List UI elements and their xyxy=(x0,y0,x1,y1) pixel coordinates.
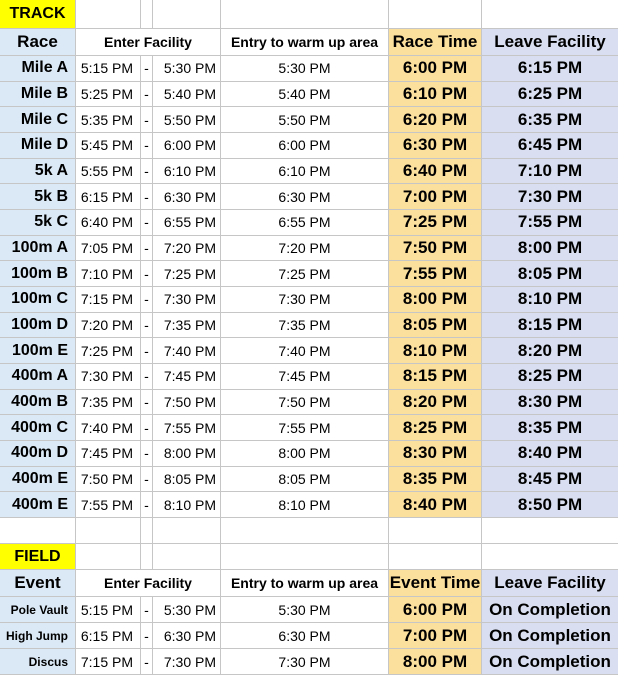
row-name-cell: 100m A xyxy=(0,236,76,262)
leave-facility-cell: 8:40 PM xyxy=(482,441,618,467)
dash-cell: - xyxy=(141,623,153,649)
enter-start-cell: 6:15 PM xyxy=(76,623,141,649)
leave-facility-cell: 7:55 PM xyxy=(482,210,618,236)
warmup-cell: 8:10 PM xyxy=(221,492,389,518)
row-name-cell: 400m E xyxy=(0,467,76,493)
enter-start-cell: 7:35 PM xyxy=(76,390,141,416)
enter-end-cell: 7:30 PM xyxy=(153,287,221,313)
leave-facility-cell: 6:45 PM xyxy=(482,133,618,159)
start-time-cell: 7:00 PM xyxy=(389,623,482,649)
enter-end-cell: 5:40 PM xyxy=(153,82,221,108)
enter-end-cell: 6:30 PM xyxy=(153,184,221,210)
warmup-cell: 7:50 PM xyxy=(221,390,389,416)
warmup-cell: 5:30 PM xyxy=(221,597,389,623)
field-header-row xyxy=(0,570,618,597)
row-name-cell: 400m B xyxy=(0,390,76,416)
enter-start-cell: 7:15 PM xyxy=(76,649,141,675)
enter-start-cell: 5:55 PM xyxy=(76,159,141,185)
table-row xyxy=(0,390,618,416)
leave-facility-cell: 8:05 PM xyxy=(482,261,618,287)
row-name-cell: High Jump xyxy=(0,623,76,649)
warmup-cell: 6:55 PM xyxy=(221,210,389,236)
leave-facility-cell: 8:35 PM xyxy=(482,415,618,441)
start-time-cell: 8:00 PM xyxy=(389,649,482,675)
leave-facility-cell: 7:10 PM xyxy=(482,159,618,185)
track-section-label: TRACK xyxy=(0,0,76,29)
table-row xyxy=(0,82,618,108)
enter-start-cell: 7:20 PM xyxy=(76,313,141,339)
enter-start-cell: 7:25 PM xyxy=(76,338,141,364)
leave-facility-cell: 8:15 PM xyxy=(482,313,618,339)
table-row xyxy=(0,338,618,364)
blank-cell xyxy=(153,0,221,29)
enter-end-cell: 7:35 PM xyxy=(153,313,221,339)
blank-cell xyxy=(141,518,153,544)
row-name-cell: Discus xyxy=(0,649,76,675)
start-time-cell: 6:20 PM xyxy=(389,107,482,133)
enter-end-cell: 5:30 PM xyxy=(153,56,221,82)
leave-facility-cell: On Completion xyxy=(482,597,618,623)
dash-cell: - xyxy=(141,107,153,133)
leave-facility-cell: 8:30 PM xyxy=(482,390,618,416)
dash-cell: - xyxy=(141,492,153,518)
table-row xyxy=(0,649,618,675)
warmup-cell: 8:00 PM xyxy=(221,441,389,467)
table-row xyxy=(0,492,618,518)
start-time-cell: 8:25 PM xyxy=(389,415,482,441)
enter-end-cell: 8:10 PM xyxy=(153,492,221,518)
start-time-cell: 8:30 PM xyxy=(389,441,482,467)
warmup-cell: 6:10 PM xyxy=(221,159,389,185)
row-name-cell: Mile A xyxy=(0,56,76,82)
spacer-row xyxy=(0,518,618,544)
enter-end-cell: 6:10 PM xyxy=(153,159,221,185)
enter-end-cell: 7:55 PM xyxy=(153,415,221,441)
blank-cell xyxy=(76,0,141,29)
row-name-cell: 5k B xyxy=(0,184,76,210)
dash-cell: - xyxy=(141,82,153,108)
leave-facility-cell: 8:50 PM xyxy=(482,492,618,518)
leave-facility-cell: On Completion xyxy=(482,649,618,675)
dash-cell: - xyxy=(141,338,153,364)
table-row xyxy=(0,467,618,493)
leave-facility-cell: 8:25 PM xyxy=(482,364,618,390)
warmup-cell: 7:40 PM xyxy=(221,338,389,364)
enter-start-cell: 7:55 PM xyxy=(76,492,141,518)
blank-cell xyxy=(482,544,618,570)
table-row xyxy=(0,287,618,313)
warmup-cell: 5:50 PM xyxy=(221,107,389,133)
warmup-cell: 7:30 PM xyxy=(221,649,389,675)
dash-cell: - xyxy=(141,133,153,159)
table-row xyxy=(0,415,618,441)
enter-end-cell: 6:30 PM xyxy=(153,623,221,649)
start-time-cell: 8:15 PM xyxy=(389,364,482,390)
warmup-cell: 7:45 PM xyxy=(221,364,389,390)
enter-start-cell: 7:45 PM xyxy=(76,441,141,467)
start-time-cell: 8:10 PM xyxy=(389,338,482,364)
warmup-cell: 5:30 PM xyxy=(221,56,389,82)
blank-cell xyxy=(389,544,482,570)
table-row xyxy=(0,184,618,210)
warmup-cell: 6:30 PM xyxy=(221,184,389,210)
dash-cell: - xyxy=(141,210,153,236)
start-time-cell: 7:50 PM xyxy=(389,236,482,262)
warmup-column-header: Entry to warm up area xyxy=(221,570,389,597)
enter-start-cell: 5:15 PM xyxy=(76,56,141,82)
warmup-cell: 7:20 PM xyxy=(221,236,389,262)
enter-start-cell: 6:15 PM xyxy=(76,184,141,210)
blank-cell xyxy=(221,0,389,29)
enter-end-cell: 6:55 PM xyxy=(153,210,221,236)
enter-end-cell: 7:20 PM xyxy=(153,236,221,262)
table-row xyxy=(0,623,618,649)
enter-end-cell: 7:30 PM xyxy=(153,649,221,675)
table-row xyxy=(0,236,618,262)
event-time-column-header: Event Time xyxy=(389,570,482,597)
enter-start-cell: 7:40 PM xyxy=(76,415,141,441)
blank-cell xyxy=(76,544,141,570)
row-name-cell: 5k A xyxy=(0,159,76,185)
enter-start-cell: 7:05 PM xyxy=(76,236,141,262)
enter-end-cell: 8:00 PM xyxy=(153,441,221,467)
dash-cell: - xyxy=(141,184,153,210)
blank-cell xyxy=(221,544,389,570)
table-row xyxy=(0,159,618,185)
warmup-cell: 7:55 PM xyxy=(221,415,389,441)
warmup-cell: 5:40 PM xyxy=(221,82,389,108)
dash-cell: - xyxy=(141,159,153,185)
leave-facility-column-header: Leave Facility xyxy=(482,570,618,597)
enter-start-cell: 7:10 PM xyxy=(76,261,141,287)
dash-cell: - xyxy=(141,236,153,262)
dash-cell: - xyxy=(141,441,153,467)
blank-cell xyxy=(482,0,618,29)
enter-start-cell: 7:50 PM xyxy=(76,467,141,493)
row-name-cell: Mile B xyxy=(0,82,76,108)
blank-cell xyxy=(153,544,221,570)
blank-cell xyxy=(221,518,389,544)
row-name-cell: Mile C xyxy=(0,107,76,133)
enter-start-cell: 5:15 PM xyxy=(76,597,141,623)
start-time-cell: 8:05 PM xyxy=(389,313,482,339)
leave-facility-cell: 8:45 PM xyxy=(482,467,618,493)
start-time-cell: 6:10 PM xyxy=(389,82,482,108)
blank-cell xyxy=(76,518,141,544)
enter-start-cell: 5:35 PM xyxy=(76,107,141,133)
row-name-cell: 100m D xyxy=(0,313,76,339)
dash-cell: - xyxy=(141,390,153,416)
row-name-cell: Pole Vault xyxy=(0,597,76,623)
start-time-cell: 7:55 PM xyxy=(389,261,482,287)
track-section-row xyxy=(0,0,618,29)
enter-end-cell: 7:50 PM xyxy=(153,390,221,416)
row-name-cell: 400m C xyxy=(0,415,76,441)
field-section-row xyxy=(0,544,618,570)
start-time-cell: 8:35 PM xyxy=(389,467,482,493)
enter-end-cell: 6:00 PM xyxy=(153,133,221,159)
leave-facility-cell: 8:10 PM xyxy=(482,287,618,313)
field-section-label: FIELD xyxy=(0,544,76,570)
table-row xyxy=(0,441,618,467)
blank-cell xyxy=(389,0,482,29)
enter-end-cell: 5:50 PM xyxy=(153,107,221,133)
warmup-cell: 7:30 PM xyxy=(221,287,389,313)
table-row xyxy=(0,597,618,623)
start-time-cell: 8:20 PM xyxy=(389,390,482,416)
enter-start-cell: 5:25 PM xyxy=(76,82,141,108)
dash-cell: - xyxy=(141,313,153,339)
dash-cell: - xyxy=(141,649,153,675)
blank-cell xyxy=(141,0,153,29)
enter-end-cell: 8:05 PM xyxy=(153,467,221,493)
race-time-column-header: Race Time xyxy=(389,29,482,56)
enter-facility-header: Enter Facility xyxy=(76,29,221,56)
enter-end-cell: 7:45 PM xyxy=(153,364,221,390)
start-time-cell: 6:30 PM xyxy=(389,133,482,159)
table-row xyxy=(0,133,618,159)
dash-cell: - xyxy=(141,56,153,82)
table-row xyxy=(0,210,618,236)
blank-cell xyxy=(482,518,618,544)
row-name-cell: 400m A xyxy=(0,364,76,390)
warmup-cell: 7:35 PM xyxy=(221,313,389,339)
dash-cell: - xyxy=(141,597,153,623)
table-row xyxy=(0,56,618,82)
start-time-cell: 6:00 PM xyxy=(389,56,482,82)
row-name-cell: 100m C xyxy=(0,287,76,313)
row-name-cell: Mile D xyxy=(0,133,76,159)
warmup-cell: 6:30 PM xyxy=(221,623,389,649)
event-column-header: Event xyxy=(0,570,76,597)
start-time-cell: 7:00 PM xyxy=(389,184,482,210)
dash-cell: - xyxy=(141,364,153,390)
row-name-cell: 400m D xyxy=(0,441,76,467)
row-name-cell: 400m E xyxy=(0,492,76,518)
row-name-cell: 100m E xyxy=(0,338,76,364)
leave-facility-cell: On Completion xyxy=(482,623,618,649)
blank-cell xyxy=(389,518,482,544)
enter-facility-header: Enter Facility xyxy=(76,570,221,597)
start-time-cell: 6:40 PM xyxy=(389,159,482,185)
dash-cell: - xyxy=(141,467,153,493)
table-row xyxy=(0,107,618,133)
track-header-row xyxy=(0,29,618,56)
leave-facility-cell: 8:20 PM xyxy=(482,338,618,364)
start-time-cell: 8:40 PM xyxy=(389,492,482,518)
start-time-cell: 8:00 PM xyxy=(389,287,482,313)
leave-facility-cell: 6:15 PM xyxy=(482,56,618,82)
warmup-cell: 7:25 PM xyxy=(221,261,389,287)
dash-cell: - xyxy=(141,415,153,441)
blank-cell xyxy=(141,544,153,570)
enter-end-cell: 5:30 PM xyxy=(153,597,221,623)
enter-start-cell: 6:40 PM xyxy=(76,210,141,236)
warmup-cell: 8:05 PM xyxy=(221,467,389,493)
row-name-cell: 5k C xyxy=(0,210,76,236)
enter-start-cell: 7:15 PM xyxy=(76,287,141,313)
enter-start-cell: 7:30 PM xyxy=(76,364,141,390)
dash-cell: - xyxy=(141,261,153,287)
dash-cell: - xyxy=(141,287,153,313)
leave-facility-column-header: Leave Facility xyxy=(482,29,618,56)
blank-cell xyxy=(153,518,221,544)
enter-end-cell: 7:25 PM xyxy=(153,261,221,287)
start-time-cell: 6:00 PM xyxy=(389,597,482,623)
leave-facility-cell: 6:25 PM xyxy=(482,82,618,108)
leave-facility-cell: 6:35 PM xyxy=(482,107,618,133)
race-column-header: Race xyxy=(0,29,76,56)
enter-start-cell: 5:45 PM xyxy=(76,133,141,159)
table-row xyxy=(0,364,618,390)
warmup-column-header: Entry to warm up area xyxy=(221,29,389,56)
blank-cell xyxy=(0,518,76,544)
start-time-cell: 7:25 PM xyxy=(389,210,482,236)
enter-end-cell: 7:40 PM xyxy=(153,338,221,364)
leave-facility-cell: 8:00 PM xyxy=(482,236,618,262)
warmup-cell: 6:00 PM xyxy=(221,133,389,159)
row-name-cell: 100m B xyxy=(0,261,76,287)
table-row xyxy=(0,261,618,287)
table-row xyxy=(0,313,618,339)
leave-facility-cell: 7:30 PM xyxy=(482,184,618,210)
